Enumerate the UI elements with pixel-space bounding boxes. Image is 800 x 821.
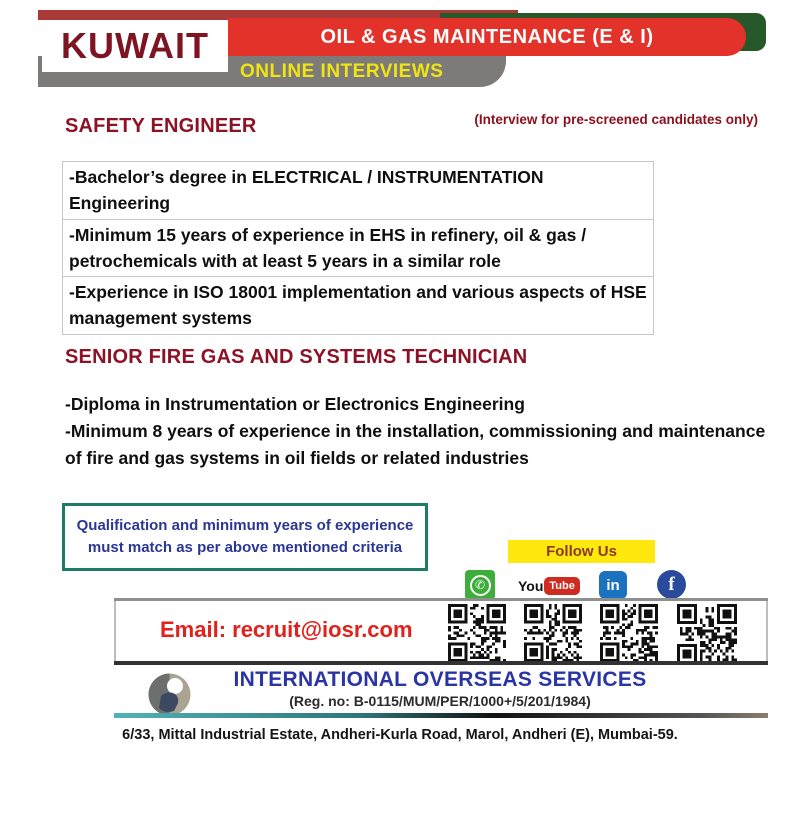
whatsapp-phone-glyph: ✆	[470, 575, 491, 596]
agency-block	[130, 668, 750, 709]
youtube-icon[interactable]: You Tube	[518, 574, 580, 598]
requirement-item: -Diploma in Instrumentation or Electronics Engineering	[65, 394, 525, 414]
country-box	[42, 20, 228, 72]
qr-code	[676, 604, 738, 664]
requirement-cell: -Bachelor’s degree in ELECTRICAL / INSTRUMENTATION Engineering	[63, 162, 654, 220]
agency-name: INTERNATIONAL OVERSEAS SERVICES	[233, 668, 647, 691]
facebook-icon[interactable]: f	[657, 570, 686, 599]
requirement-cell: -Experience in ISO 18001 implementation and various aspects of HSE management systems	[63, 277, 654, 335]
qr-code	[448, 604, 506, 662]
table-row	[63, 277, 654, 335]
qr-code	[600, 604, 658, 662]
divider-line-bottom	[114, 713, 768, 718]
criteria-note-box	[62, 503, 428, 571]
requirements-table	[62, 161, 654, 335]
agency-registration: (Reg. no: B-0115/MUM/PER/1000+/5/201/1984)	[289, 693, 591, 709]
prescreen-note: (Interview for pre-screened candidates only)	[474, 112, 758, 127]
whatsapp-icon[interactable]	[465, 570, 495, 600]
requirement-cell: -Minimum 15 years of experience in EHS in refinery, oil & gas / petrochemicals with at least 5 years in a similar role	[63, 219, 654, 277]
banner-title: OIL & GAS MAINTENANCE (E & I)	[320, 25, 654, 48]
recruitment-email[interactable]: Email: recruit@iosr.com	[160, 617, 413, 642]
divider-line-middle	[114, 661, 768, 665]
sub-banner-label: ONLINE INTERVIEWS	[240, 61, 444, 82]
job-title-senior-fire-gas-technician: SENIOR FIRE GAS AND SYSTEMS TECHNICIAN	[65, 346, 528, 368]
job-title-safety-engineer: SAFETY ENGINEER	[65, 115, 257, 137]
criteria-note-text: Qualification and minimum years of experience must match as per above mentioned criteria	[76, 517, 414, 556]
linkedin-icon[interactable]: in	[599, 571, 627, 599]
header-title-banner	[228, 18, 746, 56]
follow-us-banner	[508, 540, 655, 563]
country-label: KUWAIT	[61, 25, 209, 66]
requirements-list	[65, 391, 767, 472]
table-row	[63, 219, 654, 277]
requirement-item: -Minimum 8 years of experience in the installation, commissioning and maintenance of fire and gas systems in oil fields or related industries	[65, 421, 766, 469]
agency-address: 6/33, Mittal Industrial Estate, Andheri-Kurla Road, Marol, Andheri (E), Mumbai-59.	[122, 727, 678, 743]
follow-us-label: Follow Us	[546, 543, 617, 560]
table-row	[63, 162, 654, 220]
qr-code	[524, 604, 582, 662]
